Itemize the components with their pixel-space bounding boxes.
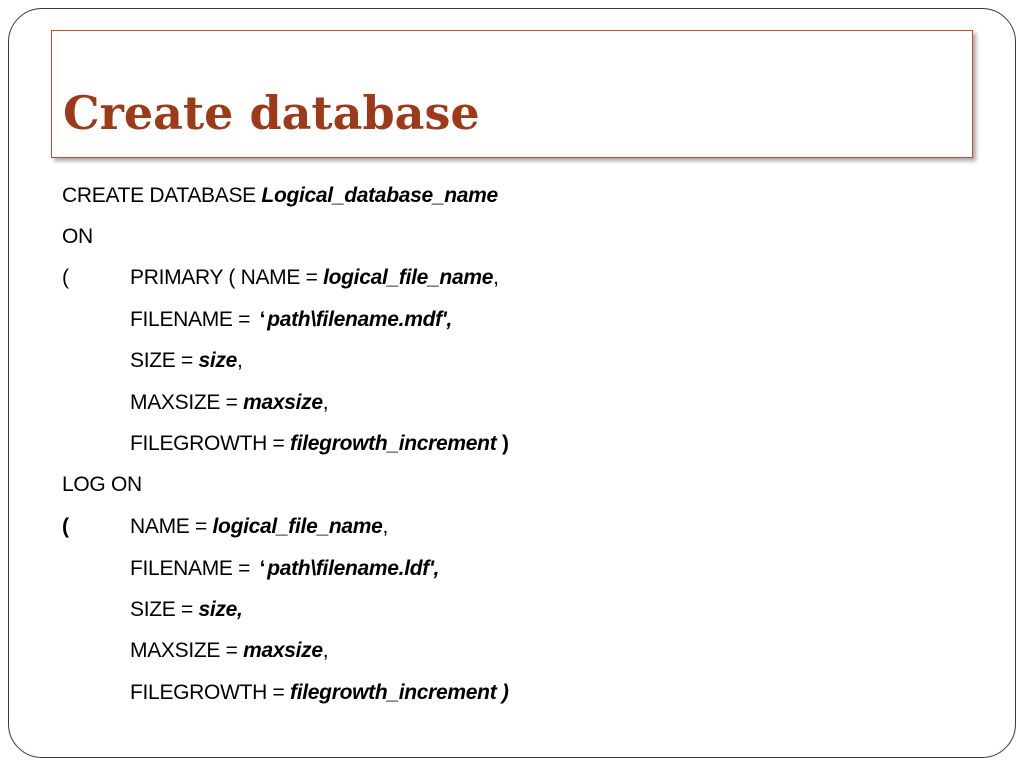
code-line-filename-mdf — [62, 306, 452, 334]
param: path\filename.mdf', — [267, 308, 453, 331]
tail: ) — [496, 432, 509, 455]
tail: , — [382, 515, 389, 538]
quote-tick: ‘ — [259, 557, 266, 580]
code-line-primary-name — [62, 264, 499, 292]
keyword: SIZE = — [130, 598, 199, 621]
code-line-log-filegrowth — [62, 679, 509, 707]
open-paren: ( — [62, 515, 69, 538]
keyword: PRIMARY ( NAME = — [130, 266, 324, 289]
code-line-filename-ldf — [62, 555, 439, 583]
param: maxsize — [243, 391, 323, 414]
tail: , — [322, 639, 329, 662]
keyword: CREATE DATABASE — [62, 184, 262, 207]
param: path\filename.ldf', — [267, 557, 440, 580]
param: filegrowth_increment — [290, 432, 497, 455]
param: logical_file_name — [323, 266, 494, 289]
keyword: FILEGROWTH = — [130, 432, 291, 455]
param: size — [198, 349, 238, 372]
keyword: ON — [62, 225, 93, 248]
keyword: LOG ON — [62, 473, 142, 496]
tail: , — [237, 349, 243, 372]
param: logical_file_name — [212, 515, 383, 538]
keyword: MAXSIZE = — [130, 639, 244, 662]
code-line-create-database — [62, 182, 498, 210]
code-line-maxsize — [62, 389, 328, 417]
param: filegrowth_increment ) — [290, 681, 509, 704]
keyword: FILENAME = — [130, 308, 256, 331]
code-line-filegrowth — [62, 430, 509, 458]
keyword: FILEGROWTH = — [130, 681, 291, 704]
title-box — [51, 30, 973, 158]
keyword: SIZE = — [130, 349, 199, 372]
param: size, — [198, 598, 243, 621]
code-line-log-maxsize — [62, 637, 328, 665]
param: Logical_database_name — [261, 184, 498, 207]
tail: , — [493, 266, 499, 289]
quote-tick: ‘ — [259, 308, 266, 331]
keyword: FILENAME = — [130, 557, 256, 580]
code-line-log-name — [62, 513, 388, 541]
open-paren: ( — [62, 266, 69, 289]
slide-title: Create database — [63, 86, 480, 140]
code-line-log-size — [62, 596, 243, 624]
code-line-size — [62, 347, 243, 375]
keyword: MAXSIZE = — [130, 391, 244, 414]
code-line-on — [62, 223, 93, 251]
code-line-log-on — [62, 471, 142, 499]
tail: , — [322, 391, 329, 414]
param: maxsize — [243, 639, 323, 662]
keyword: NAME = — [130, 515, 213, 538]
